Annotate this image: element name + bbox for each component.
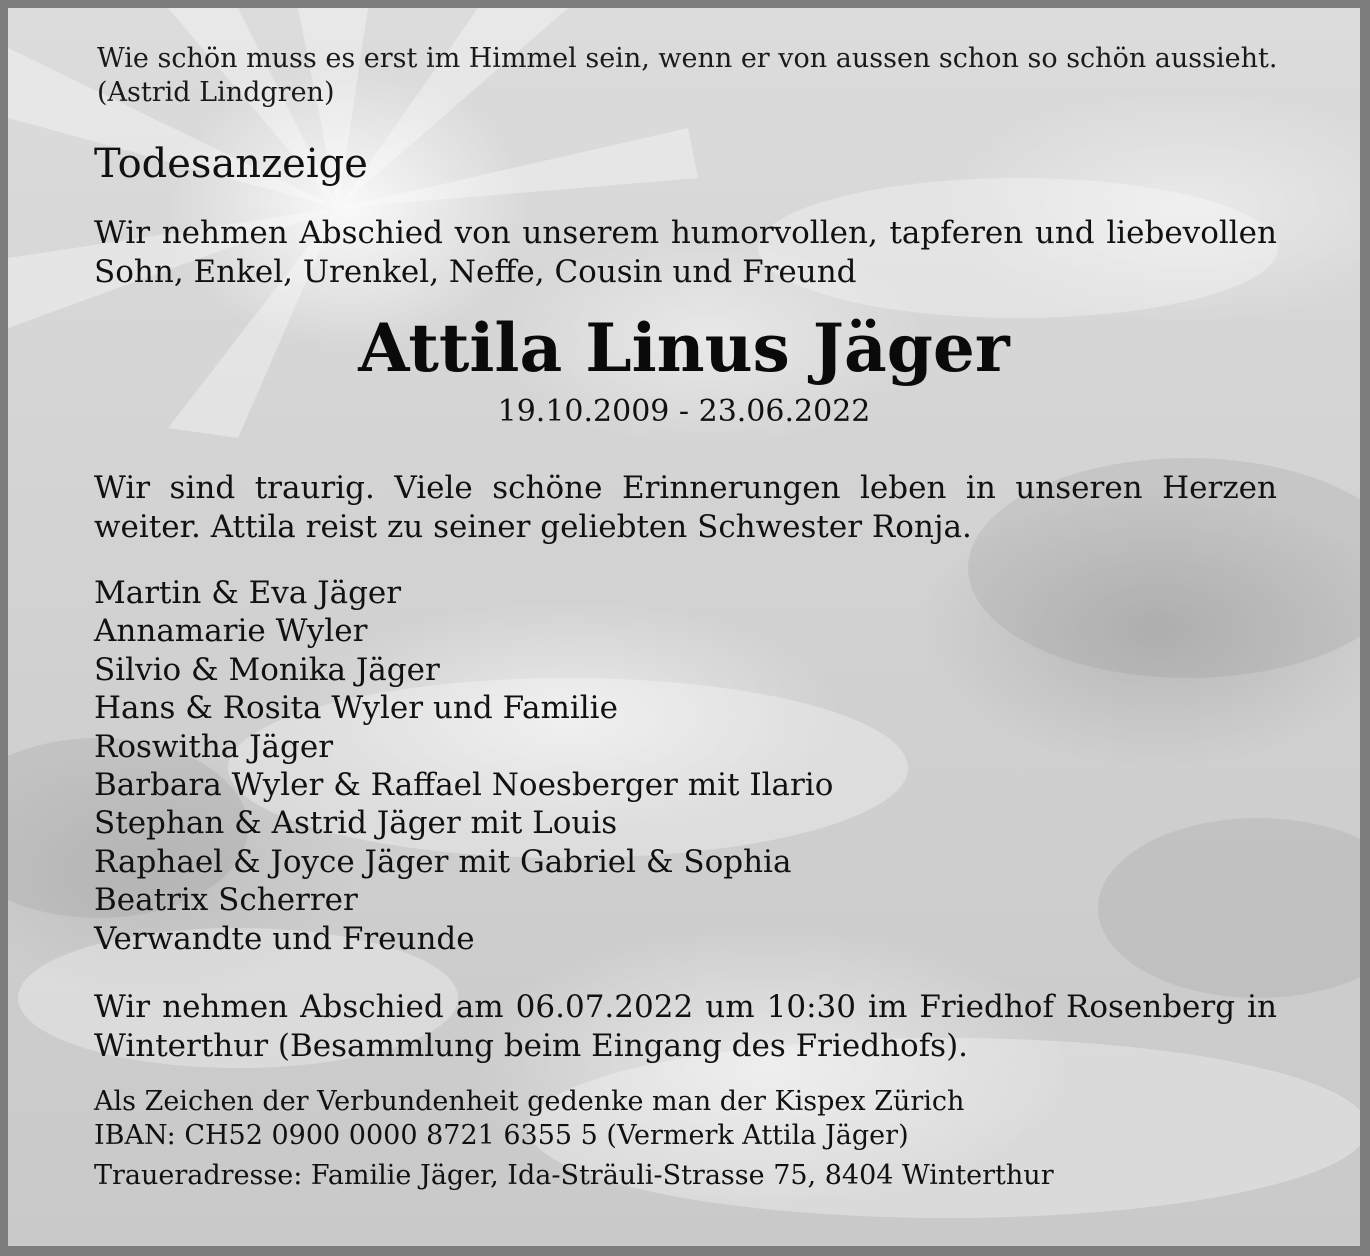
mourner-item: Verwandte und Freunde — [94, 920, 475, 957]
mourner-item: Silvio & Monika Jäger — [94, 651, 440, 688]
mourner-item: Stephan & Astrid Jäger mit Louis — [94, 805, 618, 842]
farewell-paragraph: Wir nehmen Abschied am 06.07.2022 um 10:30 im Friedhof Rosenberg in Winterthur (Besammlung beim Eingang des Friedhofs). — [94, 989, 1277, 1064]
donation-text: Als Zeichen der Verbundenheit gedenke man der Kispex Zürich — [94, 1086, 965, 1117]
memory-paragraph: Wir sind traurig. Viele schöne Erinnerungen leben in unseren Herzen weiter. Attila reist zu seiner geliebten Schwester Ronja. — [94, 470, 1277, 545]
quote — [97, 42, 1337, 110]
mourner-item: Barbara Wyler & Raffael Noesberger mit Ilario — [94, 767, 834, 804]
quote-text: Wie schön muss es erst im Himmel sein, wenn er von aussen schon so schön aussieht. — [97, 43, 1278, 74]
mourners-list — [94, 574, 1094, 958]
obituary-card — [8, 8, 1360, 1246]
mourner-item: Raphael & Joyce Jäger mit Gabriel & Sophia — [94, 843, 792, 880]
quote-author: (Astrid Lindgren) — [97, 77, 335, 108]
mourner-item: Roswitha Jäger — [94, 728, 334, 765]
life-dates: 19.10.2009 - 23.06.2022 — [497, 394, 871, 429]
donation-iban: IBAN: CH52 0900 0000 8721 6355 5 (Vermerk Attila Jäger) — [94, 1120, 909, 1151]
donation-note — [94, 1085, 1277, 1153]
deceased-name: Attila Linus Jäger — [358, 309, 1010, 387]
mourner-item: Annamarie Wyler — [94, 613, 368, 650]
mourner-item: Hans & Rosita Wyler und Familie — [94, 690, 618, 727]
page-title: Todesanzeige — [94, 141, 368, 187]
intro-paragraph: Wir nehmen Abschied von unserem humorvollen, tapferen und liebevollen Sohn, Enkel, Urenkel, Neffe, Cousin und Freund — [94, 215, 1277, 290]
mourner-item: Beatrix Scherrer — [94, 882, 358, 919]
mourning-address: Traueradresse: Familie Jäger, Ida-Sträuli-Strasse 75, 8404 Winterthur — [94, 1160, 1054, 1191]
mourner-item: Martin & Eva Jäger — [94, 575, 402, 611]
